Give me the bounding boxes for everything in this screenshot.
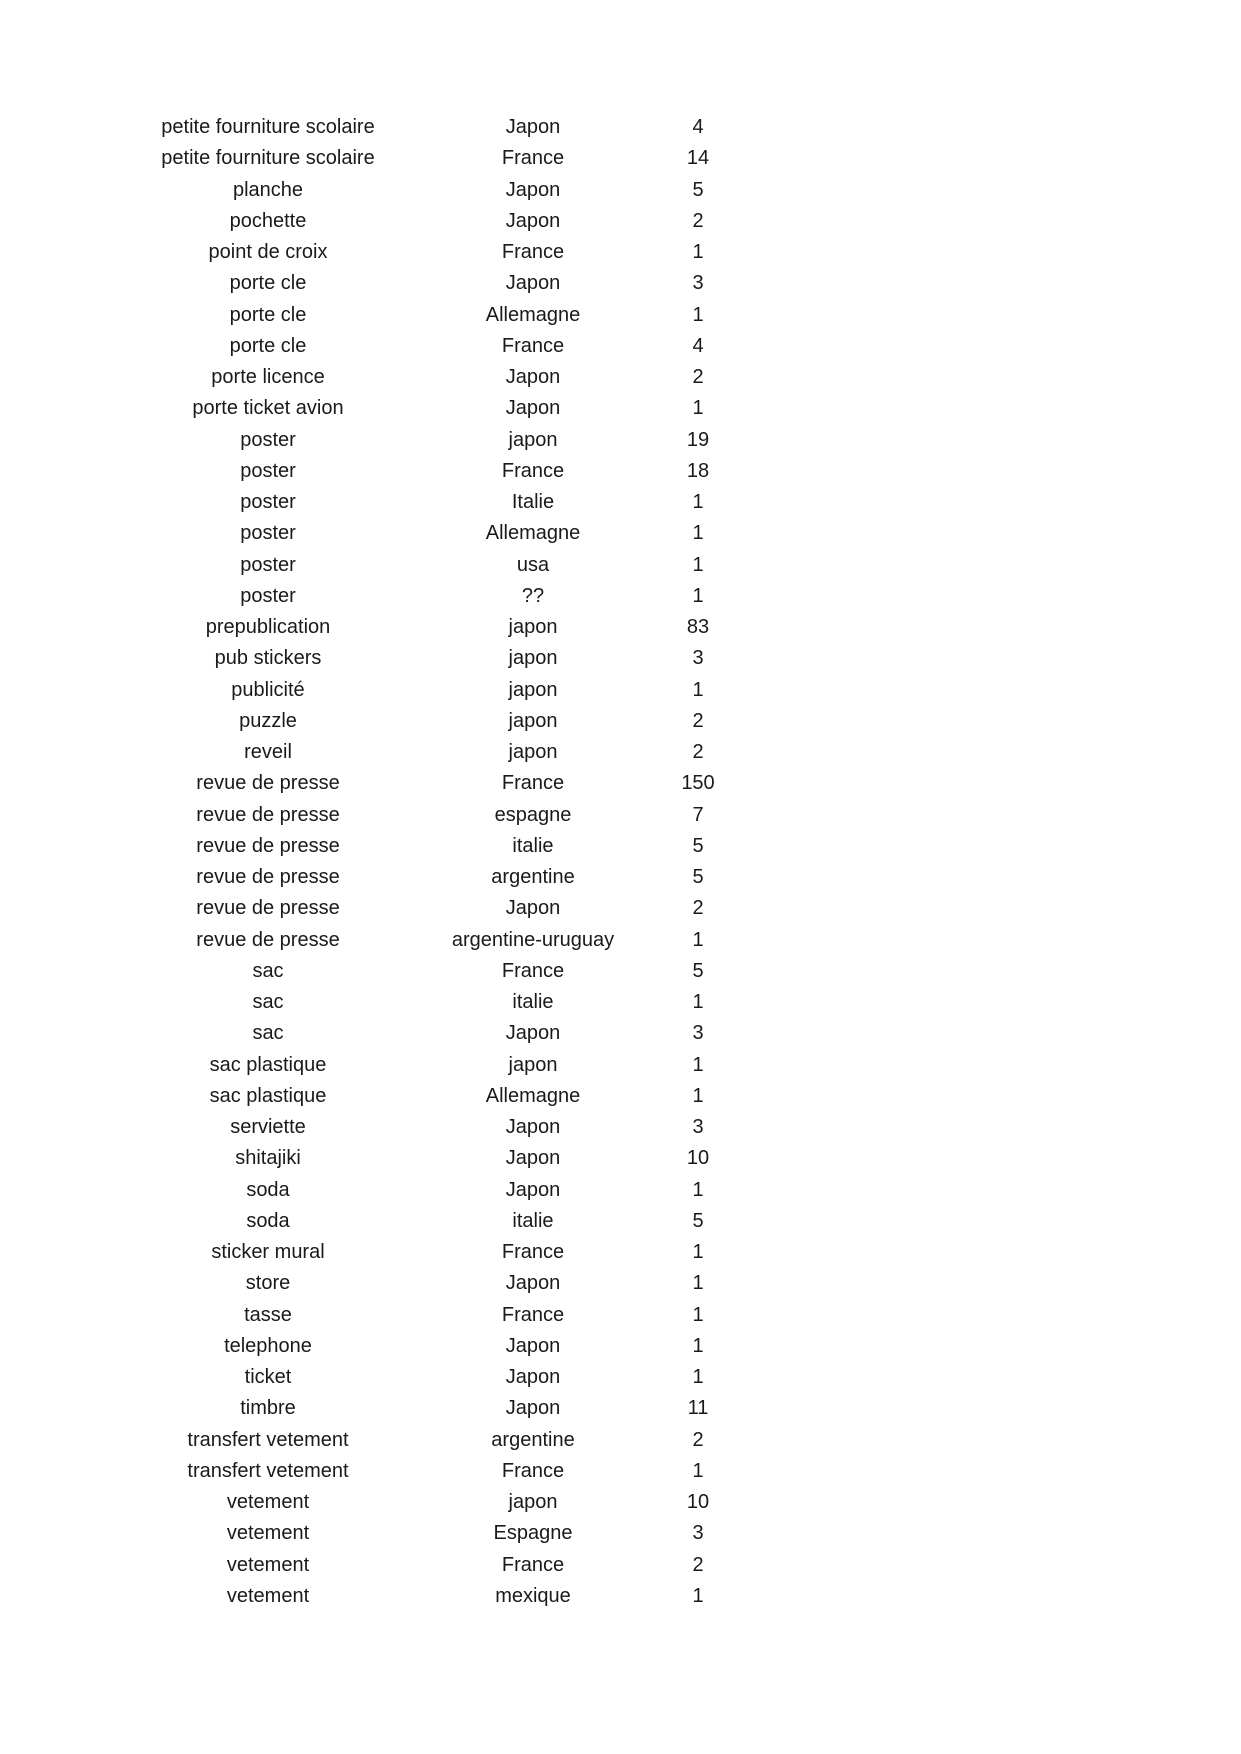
table-row bbox=[0, 112, 1241, 143]
table-row bbox=[0, 1487, 1241, 1518]
cell-country: Japon bbox=[505, 209, 561, 232]
table-row bbox=[0, 362, 1241, 393]
cell-item: planche bbox=[232, 178, 304, 201]
cell-item: poster bbox=[240, 522, 296, 545]
cell-count: 3 bbox=[692, 647, 704, 670]
cell-country: Japon bbox=[505, 272, 561, 295]
cell-item: timbre bbox=[240, 1397, 296, 1420]
cell-count: 1 bbox=[692, 1366, 704, 1388]
cell-item: poster bbox=[240, 428, 296, 451]
cell-country: mexique bbox=[495, 1584, 571, 1607]
cell-count: 2 bbox=[692, 366, 704, 388]
cell-country: usa bbox=[516, 553, 550, 576]
table-row bbox=[0, 706, 1241, 737]
cell-country: Japon bbox=[505, 1334, 561, 1357]
table-row bbox=[0, 206, 1241, 237]
cell-country: Allemagne bbox=[485, 522, 581, 545]
cell-count: 2 bbox=[692, 209, 704, 232]
table-row bbox=[0, 487, 1241, 518]
table-row bbox=[0, 1268, 1241, 1299]
cell-country: japon bbox=[508, 741, 558, 763]
cell-country: japon bbox=[508, 647, 558, 670]
cell-count: 2 bbox=[692, 1428, 704, 1451]
table-row bbox=[0, 987, 1241, 1018]
cell-item: transfert vetement bbox=[187, 1428, 349, 1451]
cell-country: japon bbox=[508, 678, 558, 701]
cell-count: 1 bbox=[692, 678, 704, 701]
table-row bbox=[0, 925, 1241, 956]
cell-item: soda bbox=[246, 1209, 290, 1232]
table-row bbox=[0, 300, 1241, 331]
table-row bbox=[0, 268, 1241, 299]
cell-count: 4 bbox=[692, 116, 704, 138]
cell-count: 1 bbox=[692, 1053, 704, 1076]
cell-count: 1 bbox=[692, 397, 704, 420]
cell-count: 1 bbox=[692, 241, 704, 263]
cell-count: 5 bbox=[692, 866, 704, 888]
cell-country: italie bbox=[512, 834, 554, 857]
cell-item: pochette bbox=[229, 209, 307, 232]
table-row bbox=[0, 643, 1241, 674]
cell-item: serviette bbox=[230, 1116, 306, 1138]
cell-count: 1 bbox=[692, 1459, 704, 1482]
table-row bbox=[0, 1456, 1241, 1487]
table-row bbox=[0, 1143, 1241, 1174]
cell-count: 10 bbox=[686, 1491, 710, 1513]
table-row bbox=[0, 1175, 1241, 1206]
cell-country: japon bbox=[508, 1053, 558, 1076]
cell-count: 3 bbox=[692, 1022, 704, 1045]
cell-count: 1 bbox=[692, 553, 704, 576]
cell-count: 11 bbox=[687, 1397, 709, 1420]
cell-item: publicité bbox=[231, 678, 305, 701]
cell-count: 5 bbox=[692, 178, 704, 201]
table-row bbox=[0, 393, 1241, 424]
cell-country: France bbox=[501, 772, 565, 795]
table-row bbox=[0, 768, 1241, 799]
cell-item: revue de presse bbox=[196, 834, 340, 857]
cell-count: 1 bbox=[692, 491, 704, 513]
cell-item: poster bbox=[240, 553, 296, 576]
cell-country: argentine bbox=[491, 866, 575, 888]
cell-country: ?? bbox=[521, 584, 545, 607]
cell-country: japon bbox=[508, 616, 558, 638]
cell-item: porte cle bbox=[229, 334, 307, 357]
cell-item: tasse bbox=[244, 1303, 292, 1326]
cell-country: japon bbox=[508, 428, 558, 451]
cell-item: poster bbox=[240, 491, 296, 513]
cell-count: 19 bbox=[686, 428, 710, 451]
table-row bbox=[0, 237, 1241, 268]
cell-count: 1 bbox=[692, 1272, 704, 1295]
cell-item: sac bbox=[252, 991, 284, 1013]
table-row bbox=[0, 862, 1241, 893]
cell-country: Japon bbox=[505, 1272, 561, 1295]
cell-item: point de croix bbox=[208, 241, 328, 263]
cell-country: Espagne bbox=[493, 1522, 573, 1545]
cell-country: argentine-uruguay bbox=[451, 928, 615, 951]
table-row bbox=[0, 1018, 1241, 1049]
cell-country: Japon bbox=[505, 116, 561, 138]
table-row bbox=[0, 1550, 1241, 1581]
cell-item: revue de presse bbox=[196, 866, 340, 888]
cell-item: vetement bbox=[226, 1522, 310, 1545]
cell-country: France bbox=[501, 1553, 565, 1576]
table-row bbox=[0, 1237, 1241, 1268]
cell-item: revue de presse bbox=[196, 928, 340, 951]
cell-country: Japon bbox=[505, 1397, 561, 1420]
cell-count: 3 bbox=[692, 1522, 704, 1545]
cell-country: Allemagne bbox=[485, 303, 581, 326]
table-row bbox=[0, 737, 1241, 768]
cell-count: 1 bbox=[692, 522, 704, 545]
table-row bbox=[0, 1081, 1241, 1112]
table-row bbox=[0, 581, 1241, 612]
cell-country: France bbox=[501, 1459, 565, 1482]
cell-country: italie bbox=[512, 991, 554, 1013]
cell-count: 2 bbox=[692, 897, 704, 920]
table-row bbox=[0, 1518, 1241, 1549]
table-row bbox=[0, 831, 1241, 862]
cell-country: espagne bbox=[494, 803, 572, 826]
table-row bbox=[0, 1206, 1241, 1237]
cell-count: 2 bbox=[692, 1553, 704, 1576]
cell-country: argentine bbox=[491, 1428, 575, 1451]
cell-country: japon bbox=[508, 1491, 558, 1513]
cell-count: 3 bbox=[692, 272, 704, 295]
table-row bbox=[0, 425, 1241, 456]
cell-item: sac bbox=[252, 1022, 284, 1045]
cell-country: Japon bbox=[505, 1022, 561, 1045]
cell-country: France bbox=[501, 1241, 565, 1263]
cell-item: pub stickers bbox=[214, 647, 322, 670]
cell-item: vetement bbox=[226, 1584, 310, 1607]
table-row bbox=[0, 1362, 1241, 1393]
cell-item: poster bbox=[240, 584, 296, 607]
cell-count: 1 bbox=[692, 1241, 704, 1263]
cell-item: petite fourniture scolaire bbox=[161, 147, 375, 170]
cell-count: 1 bbox=[692, 1303, 704, 1326]
cell-country: Japon bbox=[505, 897, 561, 920]
cell-item: prepublication bbox=[205, 616, 331, 638]
cell-item: reveil bbox=[244, 741, 292, 763]
cell-item: porte ticket avion bbox=[192, 397, 344, 420]
cell-country: japon bbox=[508, 709, 558, 732]
cell-country: France bbox=[501, 1303, 565, 1326]
cell-count: 18 bbox=[686, 459, 710, 482]
cell-country: Japon bbox=[505, 178, 561, 201]
cell-country: Japon bbox=[505, 397, 561, 420]
table-row bbox=[0, 1112, 1241, 1143]
cell-country: France bbox=[501, 334, 565, 357]
cell-item: telephone bbox=[224, 1334, 312, 1357]
cell-country: France bbox=[501, 241, 565, 263]
cell-item: revue de presse bbox=[196, 897, 340, 920]
cell-country: Japon bbox=[505, 1366, 561, 1388]
table-row bbox=[0, 800, 1241, 831]
cell-country: italie bbox=[512, 1209, 554, 1232]
table-row bbox=[0, 143, 1241, 174]
cell-count: 1 bbox=[692, 1084, 704, 1107]
table-row bbox=[0, 550, 1241, 581]
data-table bbox=[0, 112, 1241, 1612]
table-row bbox=[0, 612, 1241, 643]
cell-country: France bbox=[501, 147, 565, 170]
table-row bbox=[0, 1425, 1241, 1456]
table-row bbox=[0, 956, 1241, 987]
cell-country: Japon bbox=[505, 1116, 561, 1138]
cell-item: petite fourniture scolaire bbox=[161, 116, 375, 138]
cell-country: Japon bbox=[505, 1178, 561, 1201]
cell-count: 10 bbox=[686, 1147, 710, 1170]
cell-item: puzzle bbox=[239, 709, 297, 732]
cell-count: 83 bbox=[686, 616, 710, 638]
cell-item: revue de presse bbox=[196, 803, 340, 826]
cell-country: Allemagne bbox=[485, 1084, 581, 1107]
cell-item: vetement bbox=[226, 1553, 310, 1576]
cell-count: 150 bbox=[681, 772, 715, 795]
cell-item: soda bbox=[246, 1178, 290, 1201]
cell-item: porte cle bbox=[229, 303, 307, 326]
cell-count: 2 bbox=[692, 709, 704, 732]
cell-country: France bbox=[501, 459, 565, 482]
cell-country: Italie bbox=[511, 491, 555, 513]
cell-count: 14 bbox=[686, 147, 710, 170]
cell-item: sticker mural bbox=[211, 1241, 325, 1263]
table-row bbox=[0, 1300, 1241, 1331]
cell-country: Japon bbox=[505, 366, 561, 388]
table-row bbox=[0, 1581, 1241, 1612]
cell-item: revue de presse bbox=[196, 772, 340, 795]
table-row bbox=[0, 893, 1241, 924]
cell-count: 1 bbox=[692, 584, 704, 607]
cell-item: transfert vetement bbox=[187, 1459, 349, 1482]
cell-country: Japon bbox=[505, 1147, 561, 1170]
table-row bbox=[0, 456, 1241, 487]
table-row bbox=[0, 1331, 1241, 1362]
cell-item: sac plastique bbox=[209, 1053, 327, 1076]
table-row bbox=[0, 518, 1241, 549]
cell-country: France bbox=[501, 959, 565, 982]
table-row bbox=[0, 175, 1241, 206]
cell-count: 1 bbox=[692, 928, 704, 951]
cell-count: 5 bbox=[692, 834, 704, 857]
table-row bbox=[0, 675, 1241, 706]
table-row bbox=[0, 1393, 1241, 1424]
cell-item: store bbox=[245, 1272, 291, 1295]
table-row bbox=[0, 331, 1241, 362]
cell-count: 7 bbox=[692, 803, 704, 826]
table-row bbox=[0, 1050, 1241, 1081]
cell-count: 4 bbox=[692, 334, 704, 357]
cell-item: sac plastique bbox=[209, 1084, 327, 1107]
cell-item: vetement bbox=[226, 1491, 310, 1513]
cell-count: 1 bbox=[692, 1334, 704, 1357]
cell-item: shitajiki bbox=[235, 1147, 301, 1170]
cell-count: 1 bbox=[692, 991, 704, 1013]
cell-count: 5 bbox=[692, 959, 704, 982]
cell-item: poster bbox=[240, 459, 296, 482]
cell-item: ticket bbox=[244, 1366, 292, 1388]
cell-count: 1 bbox=[692, 1178, 704, 1201]
cell-item: porte licence bbox=[211, 366, 325, 388]
cell-item: sac bbox=[252, 959, 284, 982]
cell-count: 5 bbox=[692, 1209, 704, 1232]
cell-count: 1 bbox=[692, 303, 704, 326]
cell-count: 3 bbox=[692, 1116, 704, 1138]
cell-count: 2 bbox=[692, 741, 704, 763]
cell-count: 1 bbox=[692, 1584, 704, 1607]
cell-item: porte cle bbox=[229, 272, 307, 295]
